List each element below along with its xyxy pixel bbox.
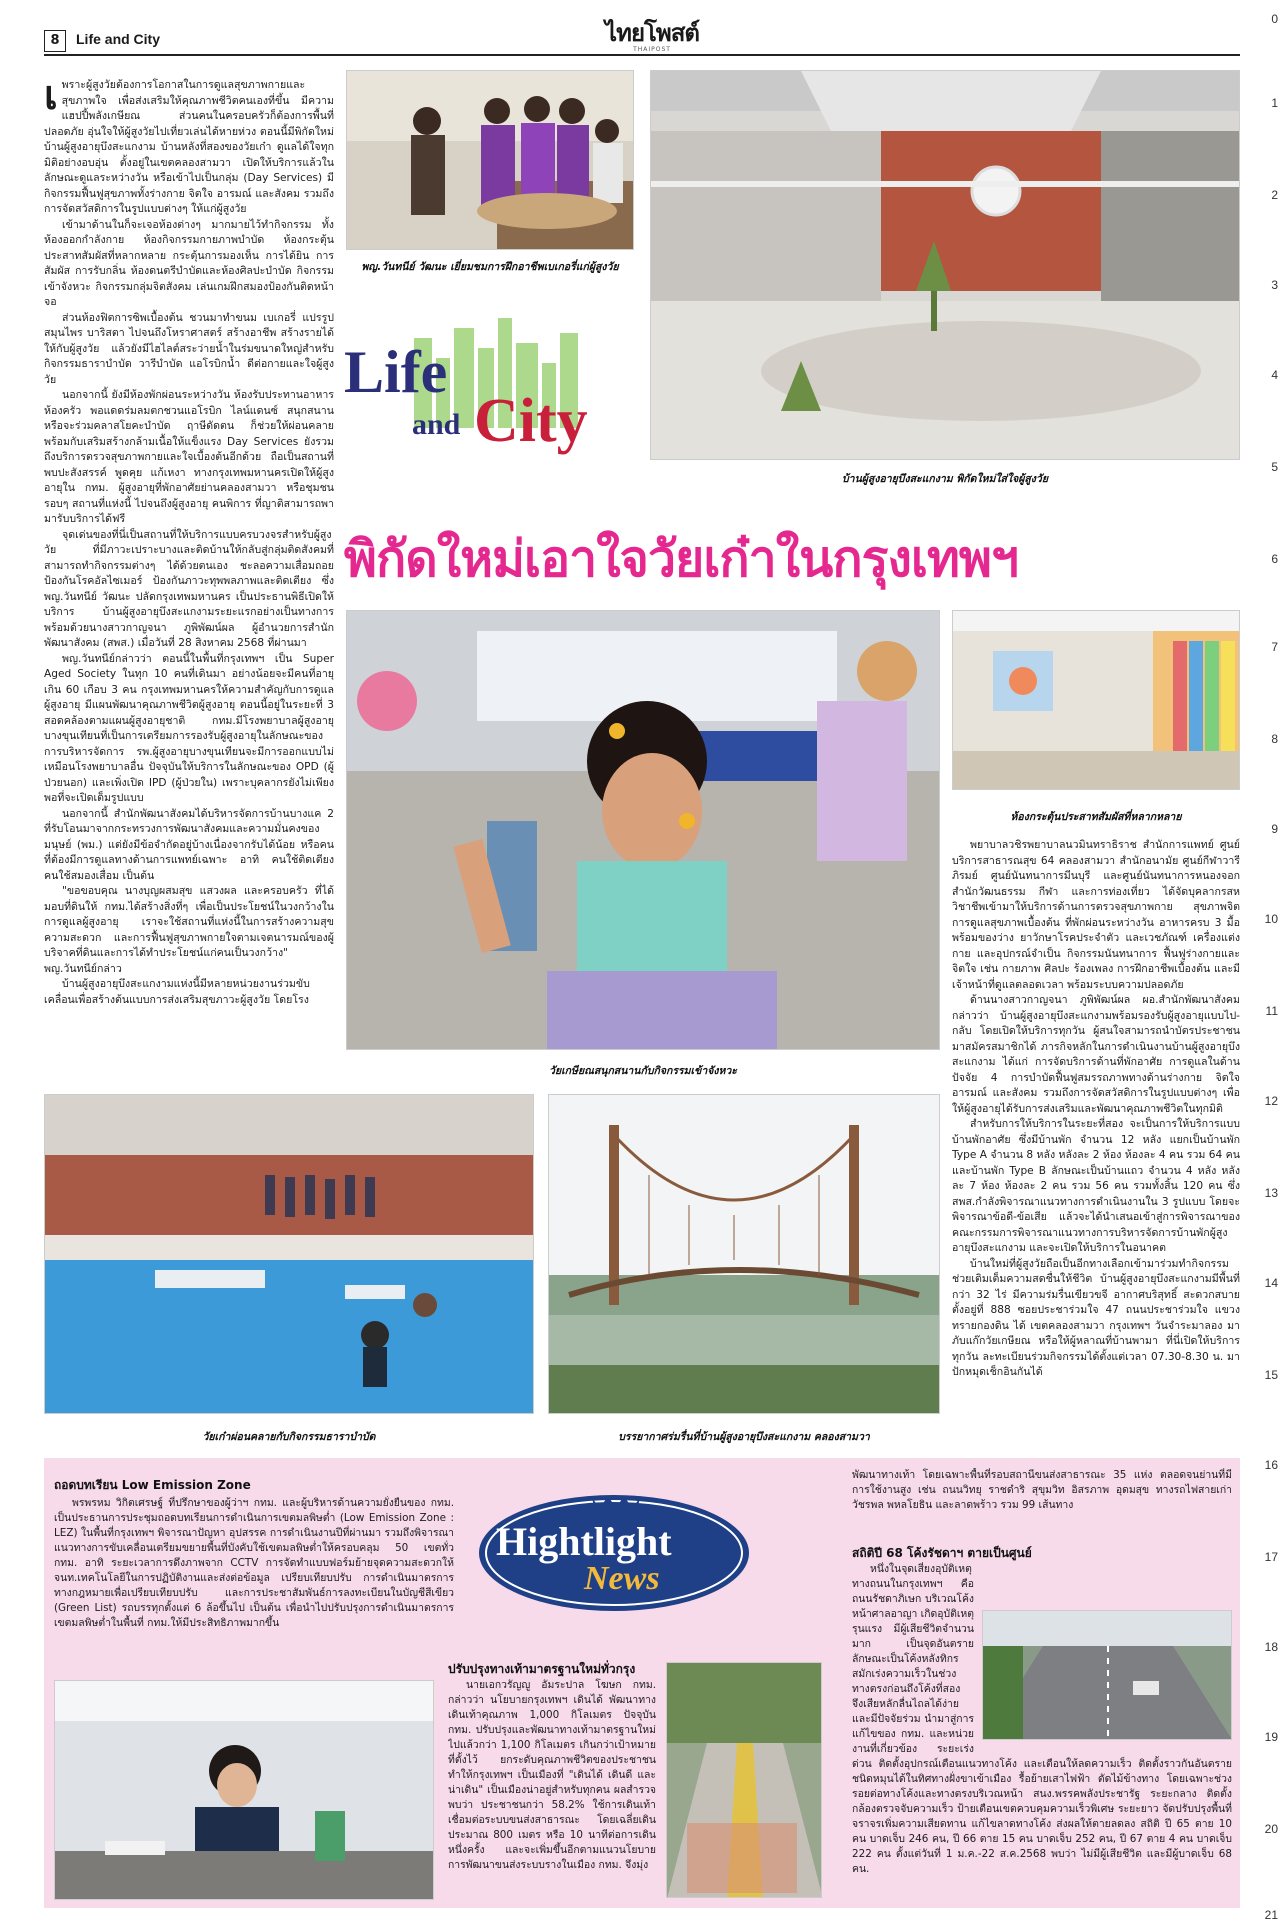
logo-word-and: and xyxy=(412,408,461,441)
ruler-mark: 9 xyxy=(1271,822,1278,836)
caption-photo6: บรรยากาศร่มรื่นที่บ้านผู้สูงอายุบึงสะแกงาม คลองสามวา xyxy=(618,1431,870,1443)
photo-dancing xyxy=(346,610,940,1050)
story1-paragraph: พรพรหม วิกิตเศรษฐ์ ที่ปรึกษาของผู้ว่าฯ กทม. และผู้บริหารด้านความยั่งยืนของ กทม. เป็นประธานการประชุมถอดบทเรียนการดำเนินการเขตมลพิษต่ำ (Low Emission Zone : LEZ) ในพื้นที่กรุงเทพฯ พิจารณาปัญหา อุปสรรค การดำเนินงานปีที่ผ่านมา รวมถึงพิจารณาแนวทางการขับเคลื่อนเตรียมขยายพื้นที่บังคับใช้เขตมลพิษต่ำให้ครอบคลุม 50 เขตทั่ว กทม. อาทิ ระยะเวลาการดึงภาพจาก CCTV การจัดทำแบบฟอร์มย้ายจุดความสะดวกให้ จนท.เทคโนโลยีในการปฏิบัติงานและส่งต่อข้อมูล เปรียบเทียบปรับ การดำเนินมาตรการทางกฎหมายเพื่อเปรียบเทียบปรับ และการประชาสัมพันธ์การลงทะเบียนในบัญชีสีเขียว (Green List) รถบรรทุกตั้งแต่ 6 ล้อขึ้นไป เป็นต้น เพื่อนำไปปรับปรุงการดำเนินมาตรการเขตมลพิษต่ำในพื้นที่ กทม.ให้มีประสิทธิภาพมากขึ้น xyxy=(54,1497,454,1629)
logo-subtext: THAIPOST xyxy=(633,46,671,53)
page-number: 8 xyxy=(44,30,66,52)
story3-paragraph: หนึ่งในจุดเสี่ยงอุบัติเหตุทางถนนในกรุงเทพฯ คือ ถนนรัชดาภิเษก บริเวณโค้งหน้าศาลอาญา เกิดอุบัติเหตุรุนแรง มีผู้เสียชีวิตจำนวนมาก เป็นจุดอันตรายลักษณะเป็นโค้งหลังทิกรสมักเร่งความเร็วในช่วงทางตรงก่อนถึงโค้งที่สอง จึงเสียหลักลื่นไถลได้ง่ายและมีปัจจัยร่วม นำมาสู่การแก้ไขของ กทม. และหน่วยงานที่เกี่ยวข้อง ระยะเร่งด่วน ติดตั้งอุปกรณ์เตือนแนวทางโค้ง และเตือนให้ลดความเร็ว ติดตั้งราวกันอันตรายชนิดหมุนได้ในทิศทางฝั่งขาเข้าเมือง รื้อย้ายเสาไฟฟ้า ตัดไม้ข้างทาง โดยเฉพาะช่วงรอยต่อทางโค้งและทางตรงบริเวณหน้า สนง.พรรคพลังประชารัฐ ระยะกลาง ติดตั้งกล้องตรวจจับความเร็ว ป้ายเตือนเขตควบคุมความเร็วพิเศษ ระยะยาว จัดปรับปรุงพื้นที่จราจรเพิ่มความเสียดทาน แก้ไขลาดทางโค้ง ส่งผลให้ตายลดลง สถิติ ปี 65 ตาย 10 คน บาดเจ็บ 246 คน, ปี 66 ตาย 15 คน บาดเจ็บ 252 คน, ปี 67 ตาย 4 คน บาดเจ็บ 222 คน ตั้งแต่วันที่ 1 ม.ค.-22 ส.ค.2568 พบว่า ไม่มีผู้เสียชีวิต และมีผู้บาดเจ็บ 68 คน. xyxy=(852,1563,1232,1875)
logo-word-city: City xyxy=(474,387,588,455)
logo-text: ไทยโพสต์ xyxy=(605,21,699,47)
story2-title: ปรับปรุงทางเท้ามาตรฐานใหม่ทั่วกรุง xyxy=(448,1662,636,1676)
story2-paragraph: นายเอกวรัญญู อัมระปาล โฆษก กทม. กล่าวว่า นโยบายกรุงเทพฯ เดินได้ พัฒนาทางเดินเท้าคุณภาพ 1,000 กิโลเมตร ปัจจุบัน กทม. ปรับปรุงและพัฒนาทางเท้ามาตรฐานใหม่ไปแล้วกว่า 1,100 กิโลเมตร เกินกว่าเป้าหมายที่ตั้งไว้ ยกระดับคุณภาพชีวิตของประชาชน ทำให้กรุงเทพฯ เป็นเมืองที่ "เดินได้ เดินดี และน่าเดิน" เป็นเมืองน่าอยู่สำหรับทุกคน ผลสำรวจพบว่า ประชาชนกว่า 58.2% ใช้การเดินเท้าเชื่อมต่อระบบขนส่งสาธารณะ โดยเฉลี่ยเดินประมาณ 800 เมตร หรือ 10 นาทีต่อการเดินหนึ่งครั้ง และจะเพิ่มขึ้นอีกตามแนวนโยบายการพัฒนาขนส่งระบบรางในเมือง กทม. จึงมุ่ง xyxy=(448,1679,656,1871)
logo-word-life: Life xyxy=(344,339,448,405)
ruler-mark: 19 xyxy=(1264,1730,1278,1744)
right-column-article xyxy=(952,838,1240,1448)
ruler-mark: 3 xyxy=(1271,278,1278,292)
page-header xyxy=(44,22,1240,56)
left-paragraph: เข้ามาด้านในก็จะเจอห้องต่างๆ มากมายไว้ทำกิจกรรม ทั้งห้องออกกำลังกาย ห้องกิจกรรมกายภาพบำบัด ห้องกระตุ้นประสาทสัมผัสที่หลากหลาย กระตุ้นการมองเห็น การได้ยิน การสัมผัส การรับกลิ่น ห้องดนตรีบำบัดและห้องศิลปะบำบัด กิจกรรมเข้าจังหวะ กิจกรรมกลุ่มจิตสังคม เล่นเกมฝึกสมองป้องกันติดหน้าจอ xyxy=(44,218,334,308)
left-paragraph: จุดเด่นของที่นี่เป็นสถานที่ให้บริการแบบครบวงจรสำหรับผู้สูงวัย ที่มีภาวะเปราะบางและติดบ้านให้กลับสู่กลุ่มติดสังคมที่สามารถทำกิจกรรมต่างๆ ได้ด้วยตนเอง ชะลอความเสื่อมถอย ป้องกันโรคอัลไซเมอร์ ป้องกันภาวะทุพพลภาพและติดเตียง ซึ่ง พญ.วันทนีย์ วัฒนะ ปลัดกรุงเทพมหานคร เป็นประธานพิธีเปิดให้บริการ บ้านผู้สูงอายุบึงสะแกงามระยะแรกอย่างเป็นทางการ พร้อมด้วยนางสาวกาญจนา ภูพิพัฒน์ผล ผู้อำนวยการสำนักพัฒนาสังคม (สพส.) เมื่อวันที่ 28 สิงหาคม 2568 ที่ผ่านมา xyxy=(44,528,334,649)
ruler-mark: 10 xyxy=(1264,912,1278,926)
photo-meeting xyxy=(54,1680,434,1900)
highlight-news-logo xyxy=(474,1488,754,1618)
right-paragraph: สำหรับการให้บริการในระยะที่สอง จะเป็นการให้บริการแบบบ้านพักอาศัย ซึ่งมีบ้านพัก จำนวน 12 หลัง แยกเป็นบ้านพัก Type A จำนวน 8 หลัง หลังละ 2 ห้อง ห้องละ 4 คน รวม 64 คน และบ้านพัก Type B ลักษณะเป็นบ้านแถว จำนวน 4 หลัง หลังละ 7 ห้อง ห้องละ 2 คน รวม 56 คน รวมทั้งสิ้น 120 คน ซึ่ง สพส.กำลังพิจารณาแนวทางการดำเนินงานใน 3 รูปแบบ โดยจะพิจารณาข้อดี-ข้อเสีย แล้วจะได้นำเสนอเข้าสู่การพิจารณาของคณะกรรมการพิจารณาแนวทางการบริหารจัดการบ้านพักผู้สูงอายุบึงสะแกงาม และจะเปิดให้บริการในอนาคต xyxy=(952,1118,1240,1254)
left-paragraph: "ขอขอบคุณ นางบุญผสมสุข แสวงผล และครอบครัว ที่ได้มอบที่ดินให้ กทม.ได้สร้างสิ่งที่ๆ เพื่อเป็นประโยชน์ในวงกว้างในการดูแลผู้สูงอายุ เราจะใช้สถานที่แห่งนี้ในการสร้างความสุข ความสะดวก และการฟื้นฟูสุขภาพกายใจตามเจตนารมณ์ของผู้บริจาคที่ดินและการได้ทำประโยชน์แก่คนเป็นวงกว้าง" พญ.วันทนีย์กล่าว xyxy=(44,885,334,975)
caption-photo4: ห้องกระตุ้นประสาทสัมผัสที่หลากหลาย xyxy=(1010,811,1182,823)
photo-bakery-visit xyxy=(346,70,634,250)
newspaper-logo xyxy=(592,22,712,54)
left-paragraph: ส่วนห้องฟิตการซิพเบื้องต้น ชวนมาทำขนม เบเกอรี่ แปรรูปสมุนไพร บาริสตา ไปจนถึงโหราศาสตร์ สร้างอาชีพ สร้างรายได้ให้กับผู้สูงวัย แล้วยังมีไฮไลต์สระว่ายน้ำในร่มขนาดใหญ่สำหรับกิจกรรมธาราบำบัด วารีบำบัด แอโรบิกน้ำ ดีต่อกายและใจผู้สูงวัย xyxy=(44,311,334,386)
headline: พิกัดใหม่เอาใจวัยเก๋าในกรุงเทพฯ xyxy=(344,530,1018,588)
left-paragraph: บ้านผู้สูงอายุบึงสะแกงามแห่งนี้มีหลายหน่วยงานร่วมขับเคลื่อนเพื่อสร้างต้นแบบการส่งเสริมสุขภาวะผู้สูงวัย โดยโรง xyxy=(44,978,310,1006)
caption-photo5: วัยเก๋าผ่อนคลายกับกิจกรรมธาราบำบัด xyxy=(202,1431,376,1443)
photo-building xyxy=(650,70,1240,460)
story1-title: ถอดบทเรียน Low Emission Zone xyxy=(54,1478,251,1492)
right-paragraph: ด้านนางสาวกาญจนา ภูพิพัฒน์ผล ผอ.สำนักพัฒนาสังคม กล่าวว่า บ้านผู้สูงอายุบึงสะแกงามพร้อมรองรับผู้สูงอายุแบบไป-กลับ โดยเปิดให้บริการทุกวัน ผู้สนใจสามารถนำบัตรประชาชนมาสมัครสมาชิกได้ ภารกิจหลักในการดำเนินงานบ้านผู้สูงอายุบึงสะแกงาม ได้แก่ การจัดบริการด้านที่พักอาศัย การดูแลในด้านปัจจัย 4 การบำบัดฟื้นฟูสมรรถภาพทางด้านร่างกาย จิตใจ อารมณ์ และสังคม รวมถึงการจัดสวัสดิการในรูปแบบต่างๆ เพื่อให้ผู้สูงอายุได้รับการส่งเสริมและพัฒนาคุณภาพชีวิตในทุกมิติ xyxy=(952,994,1240,1115)
caption-photo3: วัยเกษียณสนุกสนานกับกิจกรรมเข้าจังหวะ xyxy=(549,1065,737,1077)
ruler-mark: 13 xyxy=(1264,1186,1278,1200)
logo-word-hightlight: Hightlight xyxy=(496,1519,672,1564)
ruler-mark: 18 xyxy=(1264,1640,1278,1654)
highlight-news-box xyxy=(44,1458,1240,1908)
caption-photo1: พญ.วันทนีย์ วัฒนะ เยี่ยมชมการฝึกอาชีพเบเกอรี่แก่ผู้สูงวัย xyxy=(361,261,619,273)
ruler-mark: 11 xyxy=(1265,1004,1278,1018)
caption-photo2: บ้านผู้สูงอายุบึงสะแกงาม พิกัดใหม่ใส่ใจผู้สูงวัย xyxy=(842,473,1048,485)
life-and-city-logo xyxy=(344,318,634,468)
ruler-mark: 14 xyxy=(1264,1276,1278,1290)
photo-bridge xyxy=(548,1094,940,1414)
right-paragraph: บ้านใหม่ที่ผู้สูงวัยถือเป็นอีกทางเลือกเข้ามาร่วมทำกิจกรรมช่วยเติมเต็มความสดชื่นให้ชีวิต บ้านผู้สูงอายุบึงสะแกงามมีพื้นที่กว่า 32 ไร่ มีความร่มรื่นเขียวขจี อากาศบริสุทธิ์ สะดวกสบาย ตั้งอยู่ที่ 888 ซอยประชาร่วมใจ 47 ถนนประชาร่วมใจ แขวงทรายกองดิน ได้ เขตคลองสามวา กรุงเทพฯ วันจำระมาลอง มาภับแก๊กวัยเกษียณ หรือให้ผู้หลาณที่บ้านพามา ที่นี่เปิดให้บริการทุกวัน ละทะเบียนร่วมกิจกรรมได้ตั้งแต่เวลา 07.30-8.30 น. มาปักหมุดเช็กอินกันได้ xyxy=(952,1257,1240,1378)
photo-pool xyxy=(44,1094,534,1414)
margin-ruler xyxy=(1256,0,1286,1920)
ruler-mark: 20 xyxy=(1264,1822,1278,1836)
ruler-mark: 17 xyxy=(1264,1550,1278,1564)
left-paragraph: นอกจากนี้ ยังมีห้องพักผ่อนระหว่างวัน ห้องรับประทานอาหาร ห้องครัว พอแดดร่มลมตกชวนแอโรบิก ไลน์แดนซ์ สนุกสนาน หรือจะร่วมคลาสโยคะบำบัด ฤาษีดัดตน ก็ช่วยให้ผ่อนคลาย พร้อมกับเสริมสร้างกล้ามเนื้อให้แข็งแรง Day Services ยังรวมถึงบริการตรวจสุขภาพกายและใจเบื้องต้นอีกด้วย ถือเป็นสถานที่พบปะสังสรรค์ พูดคุย แก้เหงา ทางกรุงเทพมหานครเปิดให้ผู้สูงอายุใน กทม. ผู้สูงอายุที่พักอาศัยย่านคลองสามวา หรือชุมชนรอบๆ สถานที่แห่งนี้ ไปจนถึงผู้สูงอายุ คนพิการ ที่ญาติสามารถพามารับบริการได้ฟรี xyxy=(44,389,334,525)
ruler-mark: 16 xyxy=(1264,1458,1278,1472)
story3-intro xyxy=(852,1468,1232,1518)
left-paragraph: นอกจากนี้ สำนักพัฒนาสังคมได้บริหารจัดการบ้านบางแค 2 ที่รับโอนมาจากกระทรวงการพัฒนาสังคมและความมั่นคงของมนุษย์ (พม.) แต่ยังมีข้อจำกัดอยู่บ้างเนื่องจากรับได้น้อย หรือคนที่ต้องมีการดูแลทางด้านการแพทย์เฉพาะ อาทิ คนใช้ติดเตียง คนใช้สมองเสื่อม เป็นต้น xyxy=(44,807,334,882)
ruler-mark: 7 xyxy=(1271,640,1278,654)
story3-title: สถิติปี 68 โค้งรัชดาฯ ตายเป็นศูนย์ xyxy=(852,1546,1032,1560)
ruler-mark: 6 xyxy=(1271,552,1278,566)
story1-text xyxy=(54,1496,454,1668)
left-paragraph: พญ.วันทนีย์กล่าวว่า ตอนนี้ในพื้นที่กรุงเทพฯ เป็น Super Aged Society ในทุก 10 คนที่เดินมา อย่างน้อยจะมีคนที่อายุเกิน 60 เกือบ 3 คน กรุงเทพมหานครให้ความสำคัญกับการดูแลผู้สูงอายุ มีแผนพัฒนาคุณภาพชีวิตผู้สูงอายุ ตอนนี้อยู่ในระยะที่ 3 สอดคล้องตามแผนผู้สูงอายุชาติ กทม.มีโรงพยาบาลผู้สูงอายุบางขุนเทียนที่เป็นการเตรียมการรองรับผู้สูงอายุในลักษณะของการบริหารจัดการ รพ.ผู้สูงอายุบางขุนเทียนจะมีการออกแบบไม่เหมือนโรงพยาบาลอื่น ปัจจุบันให้บริการในลักษณะของ OPD (ผู้ป่วยนอก) และเพิ่งเปิด IPD (ผู้ป่วยใน) เพราะบุคลากรยังไม่เพียงพอที่จะเปิดเต็มรูปแบบ xyxy=(44,652,334,804)
left-column-article xyxy=(44,78,334,1068)
ruler-mark: 5 xyxy=(1271,460,1278,474)
story2-text xyxy=(448,1678,656,1903)
photo-sensory-room xyxy=(952,610,1240,790)
ruler-mark: 0 xyxy=(1271,12,1278,26)
ruler-mark: 4 xyxy=(1271,368,1278,382)
ruler-mark: 21 xyxy=(1264,1908,1278,1920)
ruler-mark: 8 xyxy=(1271,732,1278,746)
ruler-mark: 2 xyxy=(1271,188,1278,202)
logo-word-news: News xyxy=(584,1560,660,1597)
drop-cap: เ xyxy=(44,78,58,119)
photo-road xyxy=(982,1610,1232,1740)
ruler-mark: 12 xyxy=(1264,1094,1278,1108)
left-paragraph: พราะผู้สูงวัยต้องการโอกาสในการดูแลสุขภาพกายและสุขภาพใจ เพื่อส่งเสริมให้คุณภาพชีวิตคนเองที่ขึ้น มีความแฮปปี้พลังเกษียณ ส่วนคนในครอบครัวก็ต้องการพื้นที่ปลอดภัย อุ่นใจให้ผู้สูงวัยไปเที่ยวเล่นได้หายห่วง ตอนนี้มีพิกัดใหม่ บ้านผู้สูงอายุบึงสะแกงาม บ้านหลังที่สองของวัยเก๋า ดูแลได้ใจทุกมิติอย่างอบอุ่น ตั้งอยู่ในเขตคลองสามวา เปิดให้บริการแล้วในลักษณะดูแลระหว่างวัน หรือเข้าไปเป็นกลุ่ม (Day Services) มีกิจกรรมฟื้นฟูสุขภาพทั้งร่างกาย จิตใจ อารมณ์ และสังคม รวมถึงการจัดสวัสดิการในรูปแบบต่างๆ ให้แก่ผู้สูงวัย xyxy=(44,79,334,215)
photo-footpath xyxy=(666,1662,822,1898)
ruler-mark: 1 xyxy=(1271,96,1278,110)
story3-intro-paragraph: พัฒนาทางเท้า โดยเฉพาะพื้นที่รอบสถานีขนส่งสาธารณะ 35 แห่ง ตลอดจนย่านที่มีการใช้งานสูง เช่น ถนนวิทยุ ราชดำริ สุขุมวิท อิสรภาพ อุดมสุข ทางรถไฟสายเก่า วัชรพล พหลโยธิน และลาดพร้าว รวม 99 เส้นทาง xyxy=(852,1469,1232,1511)
ruler-mark: 15 xyxy=(1264,1368,1278,1382)
section-name: Life and City xyxy=(76,31,161,47)
right-paragraph: พยาบาลวชิรพยาบาลนวมินทราธิราช สำนักการแพทย์ ศูนย์บริการสาธารณสุข 64 คลองสามวา สำนักอนามัย ศูนย์กีฬาวารีภิรมย์ ศูนย์นันทนาการมีนบุรี และศูนย์นันทนาการหนองจอก สำนักวัฒนธรรม กีฬา และการท่องเที่ยว ได้จัดบุคลากรสหวิชาชีพเข้ามาให้บริการด้านการตรวจสุขภาพกาย สุขภาพจิต การดูแลสุขภาพเบื้องต้น ที่พักผ่อนระหว่างวัน อาหารครบ 3 มื้อ พร้อมของว่าง ยาวักษาโรคประจำตัว และเวชภัณฑ์ เครื่องแต่งกาย และอุปกรณ์จำเป็น กิจกรรมนันทนาการ ฟื้นฟูร่างกายและจิตใจ เช่น กายภาพ ศิลปะ ร้องเพลง การฝึกอาชีพเบื้องต้น และมีเจ้าหน้าที่ดูแลตลอดเวลา พร้อมระบบความปลอดภัย xyxy=(952,839,1240,991)
